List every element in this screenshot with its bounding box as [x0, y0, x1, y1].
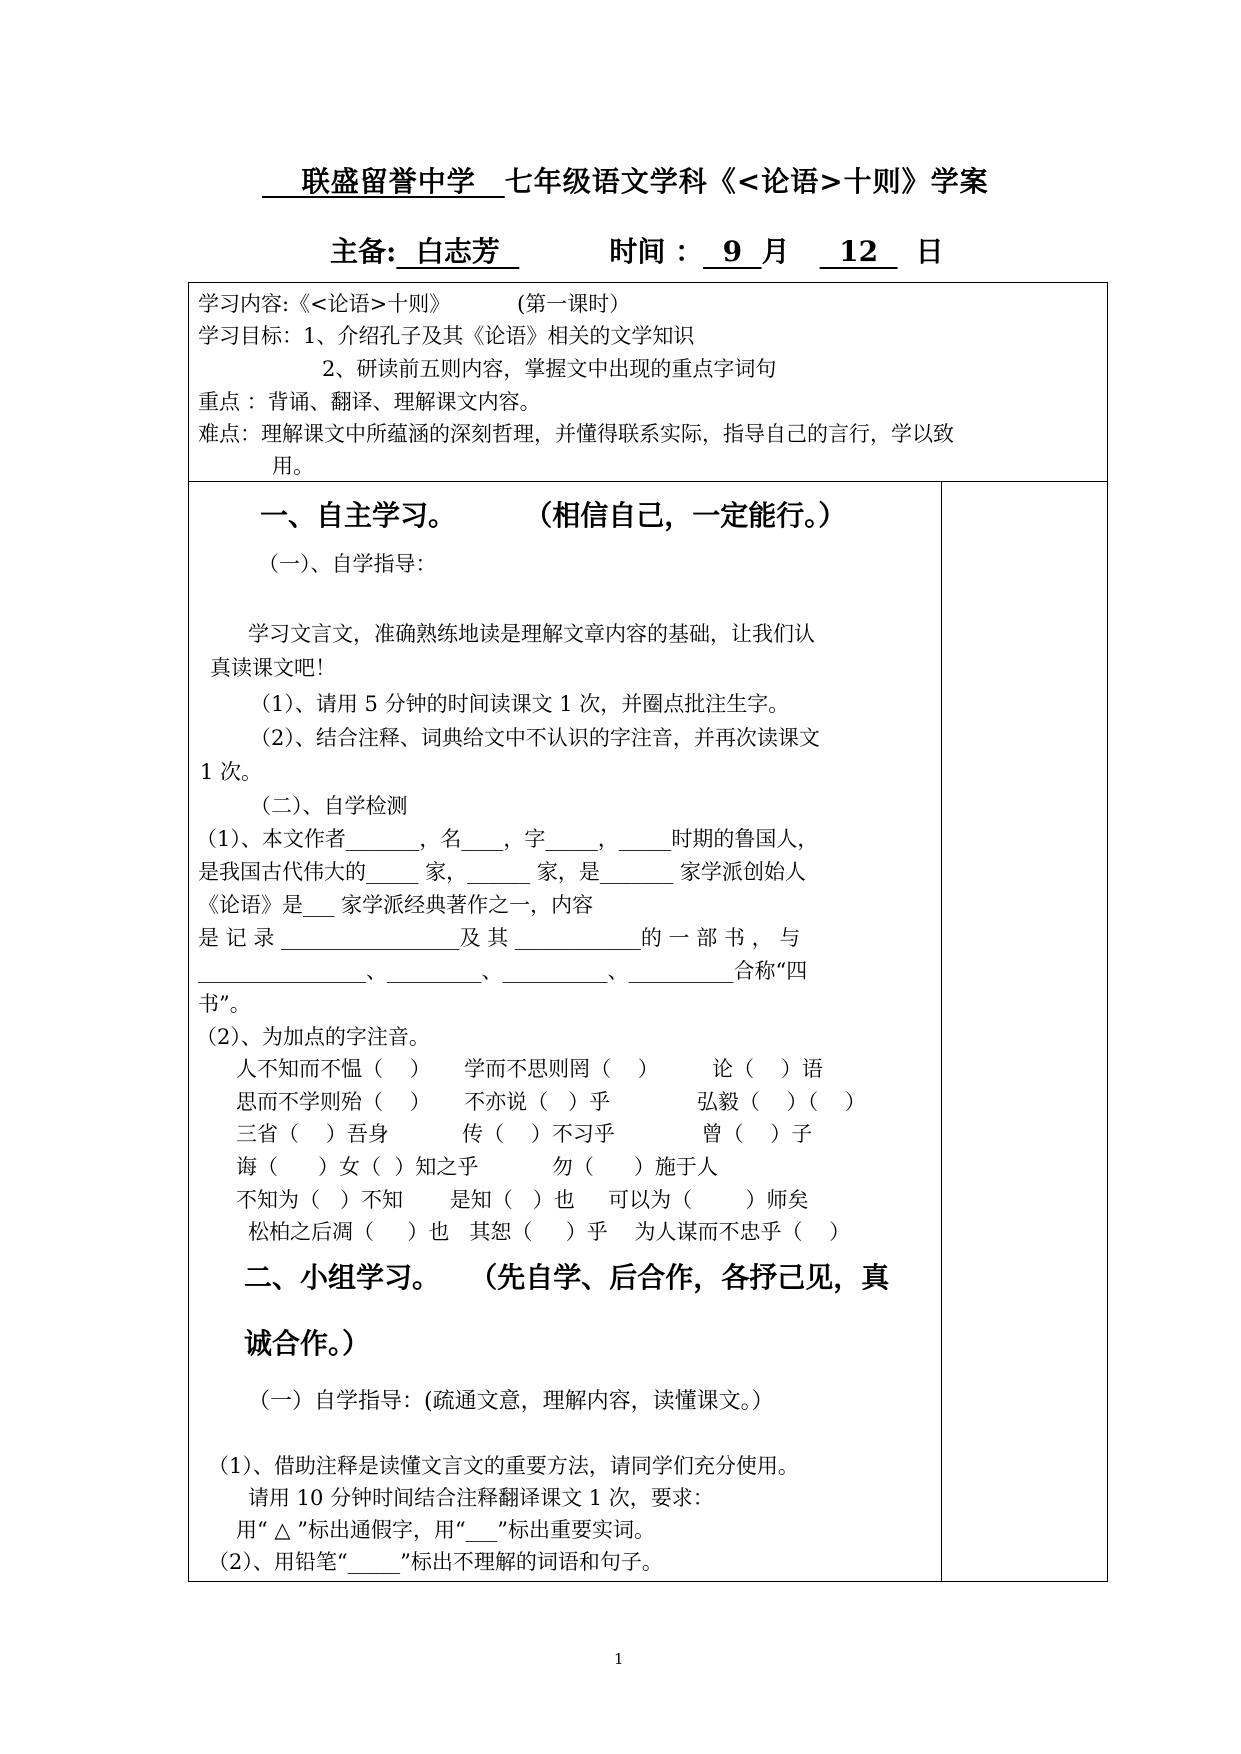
author-date-line — [330, 230, 944, 270]
pinyin-row: 思而不学则殆（ ） 不亦说（ ）乎 弘毅（ ）（ ） — [236, 1090, 866, 1114]
pinyin-row: 松柏之后凋（ ）也 其恕（ ）乎 为人谋而不忠乎（ ） — [248, 1220, 851, 1244]
section1-task-1: （1）、请用 5 分钟的时间读课文 1 次，并圈点批注生字。 — [250, 692, 790, 716]
q1-line-5: ________________、_________、__________、__________合称“四 — [198, 959, 808, 983]
section1-guide: （一）、自学指导： — [258, 552, 437, 576]
school-name: 联盛留誉中学 — [262, 165, 505, 198]
difficulty: 难点：理解课文中所蕴涵的深刻哲理，并懂得联系实际，指导自己的言行，学以致 — [198, 422, 954, 446]
time-label: 时间 ： — [609, 235, 704, 268]
course-title: 七年级语文学科《<论语>十则》学案 — [504, 165, 989, 198]
section2-task-1: （1）、借助注释是读懂文言文的重要方法，请同学们充分使用。 — [208, 1454, 799, 1478]
self-check-heading: （二）、自学检测 — [250, 794, 408, 818]
study-goal-2: 2、研读前五则内容，掌握文中出现的重点字词句 — [322, 357, 777, 381]
section2-heading-cont: 诚合作。） — [244, 1327, 371, 1360]
day-label: 日 — [915, 235, 944, 268]
pinyin-row: 诲（ ）女（ ）知之乎 勿（ ）施于人 — [236, 1155, 718, 1179]
section2-heading: 二、小组学习。 （先自学、后合作，各抒己见，真 — [244, 1261, 890, 1294]
notes-column-divider — [941, 481, 942, 1582]
section2-task-2: （2）、用铅笔“_____”标出不理解的词语和句子。 — [208, 1550, 663, 1574]
day-value: 12 — [819, 235, 898, 268]
month-label: 月 — [761, 235, 790, 268]
section2-task-1-detail: 请用 10 分钟时间结合注释翻译课文 1 次，要求： — [248, 1486, 714, 1510]
q1-line-3: 《论语》是___ 家学派经典著作之一，内容 — [198, 893, 594, 917]
q1-line-4: 是 记 录 _________________及 其 ____________的 一 部 书 ， 与 — [198, 926, 801, 950]
section1-task-2: （2）、结合注释、词典给文中不认识的字注音，并再次读课文 — [250, 726, 820, 750]
section2-task-1-marks: 用“ △ ”标出通假字，用“___”标出重要实词。 — [236, 1518, 655, 1542]
q2-heading: （2）、为加点的字注音。 — [196, 1025, 430, 1049]
q1-line-1: （1）、本文作者_______，名____，字_____，_____时期的鲁国人， — [196, 827, 819, 851]
pinyin-row: 人不知而不愠（ ） 学而不思则罔（ ） 论（ ）语 — [236, 1057, 823, 1081]
section1-heading: 一、自主学习。 （相信自己，一定能行。） — [260, 499, 847, 532]
pinyin-row: 三省（ ）吾身 传（ ）不习乎 曾（ ）子 — [236, 1122, 813, 1146]
month-value: 9 — [703, 235, 762, 268]
key-points: 重点 ：背诵、翻译、理解课文内容。 — [198, 390, 541, 414]
q1-line-6: 书”。 — [198, 992, 251, 1016]
q1-line-2: 是我国古代伟大的_____ 家，______ 家，是_______ 家学派创始人 — [198, 860, 807, 884]
pinyin-row: 不知为（ ）不知 是知（ ）也 可以为（ ）师矣 — [236, 1188, 809, 1212]
study-goal-1: 学习目标：1、介绍孔子及其《论语》相关的文学知识 — [198, 324, 695, 348]
document-title — [262, 160, 989, 200]
section1-intro-1: 学习文言文，准确熟练地读是理解文章内容的基础，让我们认 — [248, 622, 815, 646]
difficulty-cont: 用。 — [272, 454, 314, 478]
section1-intro-2: 真读课文吧！ — [210, 656, 336, 680]
lead-label: 主备: — [330, 235, 397, 268]
section1-task-2-cont: 1 次。 — [200, 760, 263, 784]
lead-name: 白志芳 — [396, 235, 520, 268]
section2-guide: （一）自学指导：(疏通文意，理解内容，读懂课文。） — [248, 1389, 774, 1414]
page-number: 1 — [614, 1650, 624, 1668]
study-content: 学习内容:《<论语>十则》 (第一课时） — [198, 292, 631, 316]
